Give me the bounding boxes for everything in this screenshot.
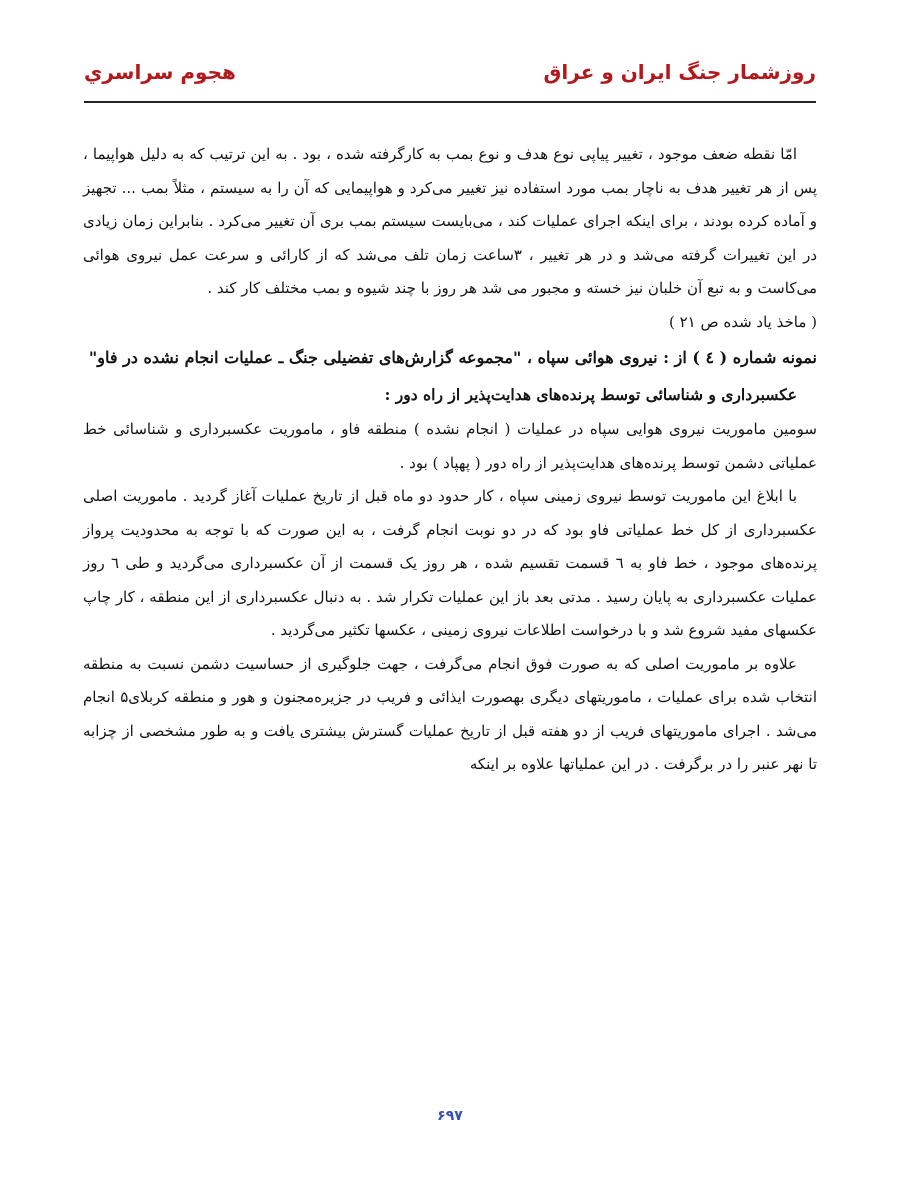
paragraph-3: با ابلاغ این ماموریت توسط نیروی زمینی سپاه ، کار حدود دو ماه قبل از تاریخ عملیات آغاز گردید . ماموریت اصلی عکسبرداری از کل خط عملیاتی فاو بود که در دو نوبت انجام گرفت ، به این صورت که با توجه به محدودیت پرواز پرنده‌های موجود ، خط فاو به ٦ قسمت تقسیم شده ، هر روز یک قسمت از آن عکسبرداری می‌گردید و طی ٦ روز عملیات عکسبرداری به پایان رسید . مدتی بعد باز این عملیات تکرار شد . به دنبال عکسبرداری از این منطقه ، کار چاپ عکسهای مفید شروع شد و با درخواست اطلاعات نیروی زمینی ، عکسها تکثیر می‌گردید . [83, 487, 817, 639]
page-body [83, 138, 817, 782]
section-title: هجوم سراسري [84, 60, 236, 84]
header-divider [84, 101, 816, 103]
book-title: روزشمار جنگ ایران و عراق [543, 60, 816, 84]
source-note: ( ماخذ یاد شده ص ۲۱ ) [668, 312, 817, 331]
sample-heading: نمونه شماره ( ٤ ) از : نیروی هوائی سپاه ، "مجموعه گزارش‌های تفضیلی جنگ ـ عملیات انجام نشده در فاو" [88, 348, 817, 367]
page-number: ۶۹۷ [437, 1108, 463, 1124]
paragraph-4: علاوه بر ماموریت اصلی که به صورت فوق انجام می‌گرفت ، جهت جلوگیری از حساسیت دشمن نسبت به منطقه انتخاب شده برای عملیات ، ماموریتهای دیگری بهصورت ایذائی و فریب در جزیره‌مجنون و هور و منطقه کربلای۵ انجام می‌شد . اجرای ماموریتهای فریب از دو هفته قبل از تاریخ عملیات گسترش بیشتری یافت و به طور مشخصی از چزابه تا نهر عنبر را در برگرفت . در این عملیاتها علاوه بر اینکه [83, 654, 817, 773]
paragraph-2: سومین ماموریت نیروی هوایی سپاه در عملیات ( انجام نشده ) منطقه فاو ، ماموریت عکسبرداری و شناسائی خط عملیاتی دشمن توسط پرنده‌های هدایت‌پذیر از راه دور ( پهپاد ) بود . [83, 420, 817, 472]
page-header [84, 52, 816, 100]
paragraph-1: امّا نقطه ضعف موجود ، تغییر پیاپی نوع هدف و نوع بمب به کارگرفته شده ، بود . به این ترتیب که به دلیل هواپیما ، پس از هر تغییر هدف به ناچار بمب مورد استفاده نیز تغییر می‌کرد و هواپیمایی که آن را به سیستم ، مثلاً بمب ... تجهیز و آماده کرده بودند ، برای اینکه اجرای عملیات کند ، می‌بایست سیستم بمب بری آن تغییر می‌کرد . بنابراین زمان زیادی در این تغییرات گرفته می‌شد و در هر تغییر ، ۳ساعت زمان تلف می‌شد که از کارائی و سرعت عمل نیروی هوائی می‌کاست و به تبع آن خلبان نیز خسته و مجبور می شد هر روز با چند شیوه و بمب مختلف کار کند . [83, 145, 817, 297]
sub-heading: عکسبرداری و شناسائی توسط پرنده‌های هدایت‌پذیر از راه دور : [384, 385, 797, 404]
